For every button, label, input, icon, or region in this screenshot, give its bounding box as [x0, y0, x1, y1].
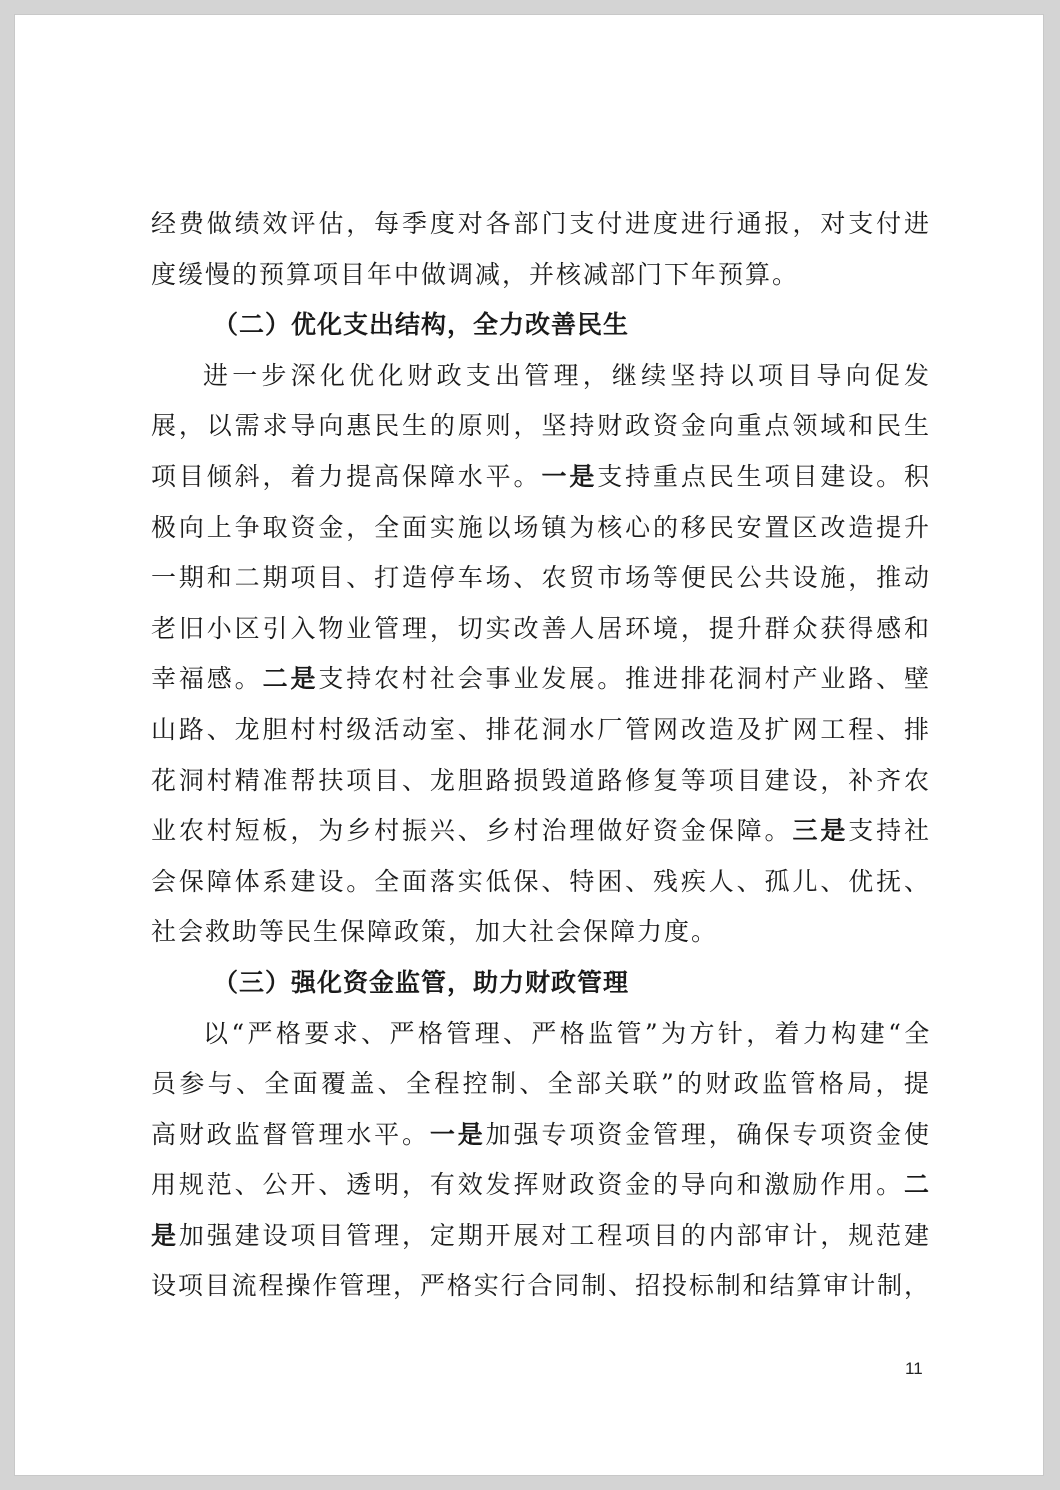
text-line: 业农村短板，为乡村振兴、乡村治理做好资金保障。三是支持社 — [151, 816, 932, 846]
text-line: 老旧小区引入物业管理，切实改善人居环境，提升群众获得感和 — [151, 613, 932, 643]
text-line: 一期和二期项目、打造停车场、农贸市场等便民公共设施，推动 — [151, 563, 932, 593]
emphasis-label: 一是 — [541, 461, 598, 491]
text-line: 山路、龙胆村村级活动室、排花洞水厂管网改造及扩网工程、排 — [151, 714, 932, 744]
emphasis-label: 一是 — [429, 1119, 486, 1149]
text-line: 极向上争取资金，全面实施以场镇为核心的移民安置区改造提升 — [151, 512, 932, 542]
text-line: 高财政监督管理水平。一是加强专项资金管理，确保专项资金使 — [151, 1119, 932, 1149]
section-heading: （三）强化资金监管，助力财政管理 — [213, 967, 630, 997]
page-body — [151, 199, 934, 1312]
text-line: 进一步深化优化财政支出管理，继续坚持以项目导向促发 — [203, 360, 934, 390]
text-line: 用规范、公开、透明，有效发挥财政资金的导向和激励作用。二 — [151, 1170, 932, 1200]
page-number: 11 — [905, 1359, 923, 1378]
text-line: 度缓慢的预算项目年中做调减，并核减部门下年预算。 — [151, 259, 800, 289]
text-line: 以“严格要求、严格管理、严格监管”为方针，着力构建“全 — [203, 1018, 933, 1048]
text-line: 员参与、全面覆盖、全程控制、全部关联”的财政监管格局，提 — [151, 1069, 933, 1099]
emphasis-label: 二是 — [262, 664, 319, 694]
emphasis-label: 是 — [151, 1220, 179, 1250]
text-line: 花洞村精准帮扶项目、龙胆路损毁道路修复等项目建设，补齐农 — [151, 765, 932, 795]
text-line: 经费做绩效评估，每季度对各部门支付进度进行通报，对支付进 — [151, 209, 932, 238]
text-line: 会保障体系建设。全面落实低保、特困、残疾人、孤儿、优抚、 — [151, 866, 932, 896]
emphasis-label: 二 — [904, 1170, 932, 1200]
emphasis-label: 三是 — [792, 816, 849, 846]
text-line: 展，以需求导向惠民生的原则，坚持财政资金向重点领域和民生 — [151, 411, 932, 441]
text-line: 是加强建设项目管理，定期开展对工程项目的内部审计，规范建 — [151, 1220, 932, 1250]
document-page — [14, 14, 1044, 1476]
text-line: 项目倾斜，着力提高保障水平。一是支持重点民生项目建设。积 — [151, 461, 932, 491]
text-line: 设项目流程操作管理，严格实行合同制、招投标制和结算审计制， — [151, 1271, 931, 1301]
text-line: 幸福感。二是支持农村社会事业发展。推进排花洞村产业路、壁 — [151, 664, 932, 694]
section-heading: （二）优化支出结构，全力改善民生 — [213, 310, 630, 340]
text-line: 社会救助等民生保障政策，加大社会保障力度。 — [151, 917, 719, 947]
